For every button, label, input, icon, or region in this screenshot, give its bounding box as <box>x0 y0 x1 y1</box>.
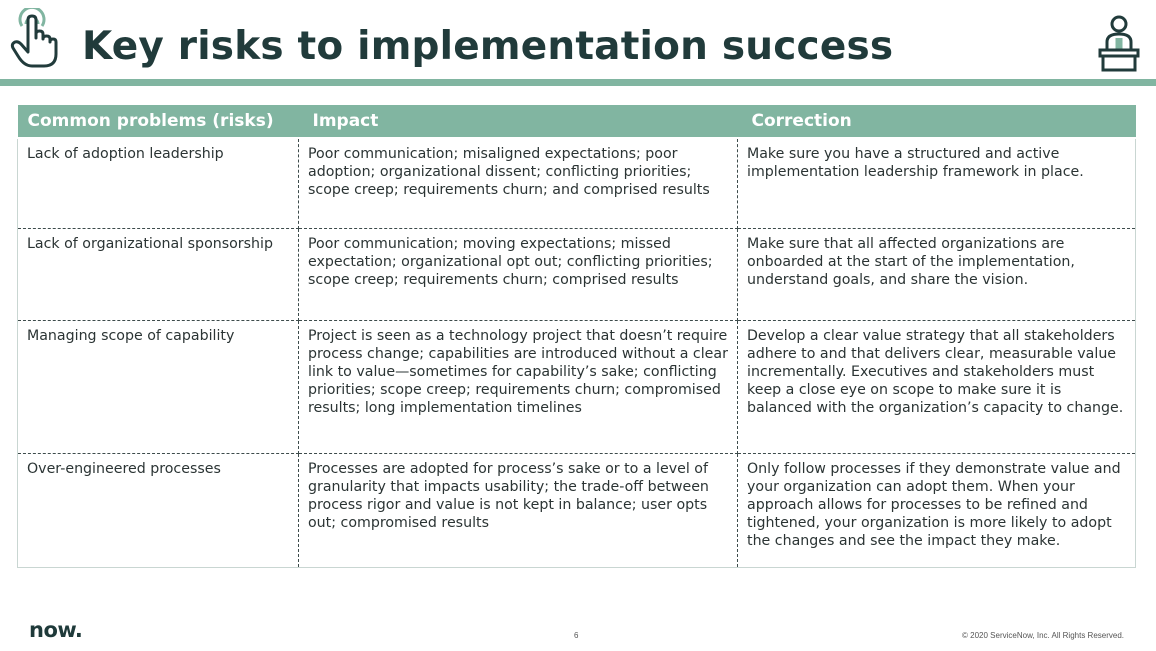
problem-cell: Lack of adoption leadership <box>18 138 299 229</box>
problem-cell: Over-engineered processes <box>18 454 299 568</box>
copyright-notice: © 2020 ServiceNow, Inc. All Rights Reserved. <box>962 631 1124 640</box>
page-title: Key risks to implementation success <box>82 24 894 69</box>
table-row <box>18 229 1136 321</box>
impact-cell: Poor communication; moving expectations; missed expectation; organizational opt out; conflicting priorities; scope creep; requirements churn; comprised results <box>299 229 738 321</box>
table-row <box>18 138 1136 229</box>
table-row <box>18 454 1136 568</box>
problem-cell: Managing scope of capability <box>18 321 299 454</box>
page-number: 6 <box>574 631 579 640</box>
presenter-icon <box>1098 14 1140 72</box>
pointing-hand-icon <box>10 8 58 70</box>
table-row <box>18 321 1136 454</box>
title-divider <box>0 79 1156 86</box>
correction-cell: Only follow processes if they demonstrate value and your organization can adopt them. When your approach allows for processes to be refined and tightened, your organization is more likely to adopt the changes and see the impact they make. <box>738 454 1136 568</box>
correction-cell: Make sure that all affected organizations are onboarded at the start of the implementation, understand goals, and share the vision. <box>738 229 1136 321</box>
risk-table <box>17 105 1136 568</box>
impact-cell: Processes are adopted for process’s sake or to a level of granularity that impacts usability; the trade-off between process rigor and value is not kept in balance; user opts out; compromised results <box>299 454 738 568</box>
servicenow-logo: now. <box>29 618 83 642</box>
column-header-problems: Common problems (risks) <box>18 105 299 138</box>
impact-cell: Poor communication; misaligned expectations; poor adoption; organizational dissent; conflicting priorities; scope creep; requirements churn; and comprised results <box>299 138 738 229</box>
correction-cell: Develop a clear value strategy that all stakeholders adhere to and that delivers clear, measurable value incrementally. Executives and stakeholders must keep a close eye on scope to make sure it is balanced with the organization’s capacity to change. <box>738 321 1136 454</box>
table-header-row <box>18 105 1136 138</box>
problem-cell: Lack of organizational sponsorship <box>18 229 299 321</box>
column-header-impact: Impact <box>299 105 738 138</box>
correction-cell: Make sure you have a structured and active implementation leadership framework in place. <box>738 138 1136 229</box>
column-header-correction: Correction <box>738 105 1136 138</box>
impact-cell: Project is seen as a technology project that doesn’t require process change; capabilities are introduced without a clear link to value—sometimes for capability’s sake; conflicting priorities; scope creep; requirements churn; compromised results; long implementation timelines <box>299 321 738 454</box>
